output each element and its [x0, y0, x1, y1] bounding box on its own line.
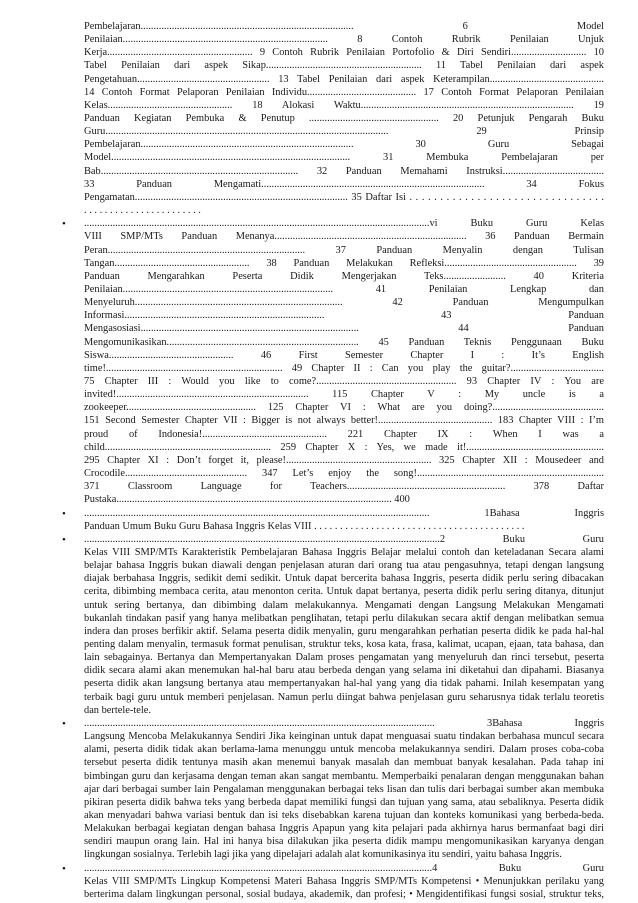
text-line: terbaik bagi guru untuk memberi penjelasan. Namun perlu diingat bahwa penjelasan guru seharusnya tidak terlalu teoretis: [84, 691, 604, 703]
text-line: didik secara alami akan menemukan hal-hal baru atau berbeda dengan yang selama ini diketahui dan dipahami. Biasanya: [84, 665, 604, 677]
text-line: Tangan.................................................... 38 Panduan Melakukan Refleksi................................................... 39: [84, 257, 604, 269]
text-line: 33 Panduan Mengamati...................................................................................... 34 Fokus: [84, 178, 604, 190]
text-line: Model............................................................................................ 31 Membuka Pembelajaran per: [84, 152, 604, 164]
text-line: diajak berbahasa Inggris, sedikit demi sedikit. Untuk dapat bercerita bahasa Inggris, peserta didik perlu sering dibacakan: [84, 573, 604, 585]
text-line: 14 Contoh Format Pelaporan Penilaian Individu.......................................... 17 Contoh Format Pelaporan Penilaian: [84, 86, 604, 98]
text-line: untuk sering bertanya, dan dibimbing dalam melakukannya. Mengamati dengan Langsung Melakukan Mengamati: [84, 599, 604, 611]
text-line: Mengomunikasikan.......................................................................... 45 Panduan Teknis Penggunaan Buku: [84, 336, 604, 348]
text-line: Kelas VIII SMP/MTs Karakteristik Pembelajaran Bahasa Inggris Belajar melalui contoh dan keteladanan Secara alami: [84, 546, 604, 558]
text-block: [84, 717, 604, 862]
text-line: Mengasosiasi.................................................................................... 44 Panduan: [84, 323, 604, 335]
text-line: Panduan Mengarahkan Peserta Didik Mengerjakan Teks........................ 40 Kriteria: [84, 270, 604, 282]
text-line: Penilaian............................................................................... 8 Contoh Rubrik Penilaian Unjuk: [84, 34, 604, 46]
bullet-icon: •: [62, 533, 66, 546]
text-line: Pengetahuan................................................... 13 Tabel Penilaian dari aspek Keterampilan............................................: [84, 73, 604, 85]
bullet-icon: •: [62, 717, 66, 730]
text-line: pikiran peserta didik bahwa teks yang berbeda dapat memiliki fungsi dan tujuan yang sama, atau sebaliknya. Peserta didik: [84, 796, 604, 808]
text-line: tersebut peserta didik tentunya masih akan menemui banyak masalah dan membuat banyak kesalahan. Pada tahap ini: [84, 757, 604, 769]
text-line: Crocodile............................................... 347 Let’s enjoy the song!........................................................................: [84, 467, 604, 479]
text-line: lain sebagainya. Bertanya dan Mempertanyakan Dalam proses pengamatan yang menyeluruh dan rinci tersebut, peserta: [84, 652, 604, 664]
text-line: Pembelajaran.................................................................................. 30 Guru Sebagai: [84, 139, 604, 151]
text-block: [84, 217, 604, 506]
text-line: Pembelajaran.................................................................................. 6 Model: [84, 21, 604, 32]
text-line: invited!.......................................................................... 115 Chapter V : My uncle is a: [84, 389, 604, 401]
text-line: penting dalam menyalin, termasuk format penulisan, struktur teks, kosa kata, frasa, kalimat, ucapan, ejaan, tata bahasa, dan: [84, 638, 604, 650]
text-line: bimbingan guru dan kerjasama dengan teman akan sangat membantu. Memperbaiki penalaran dengan menggunakan bahan: [84, 770, 604, 782]
text-block: [84, 507, 604, 533]
text-line: .....................................................................................................................................vi Buku Guru Kelas: [84, 218, 604, 230]
text-line: . . . . . . . . . . . . . . . . . . . . . . .: [84, 204, 201, 216]
text-line: Peran............................................................................ 37 Panduan Menyalin dengan Tulisan: [84, 244, 604, 256]
bullet-icon: •: [62, 862, 66, 875]
text-line: bukanlah tindakan pasif yang hanya melibatkan penglihatan, tetapi perlu dilakukan secara aktif dengan melibatkan semua: [84, 612, 604, 624]
text-line: 371 Classroom Language for Teachers............................................................. 378 Daftar: [84, 481, 604, 493]
text-line: Langsung Mencoba Melakukannya Sendiri Jika keinginan untuk dapat menguasai suatu tindakan berbahasa muncul secara: [84, 731, 604, 743]
text-line: belajar bahasa Inggris bukan diawali dengan penjelasan aturan dari orang tua atau pengasuhnya, tetapi dengan langsung: [84, 560, 604, 572]
text-line: ......................................................................................................................................4 Buku Guru: [84, 862, 604, 874]
text-line: lingkungan sosialnya. Terlebih lagi jika yang dipelajari adalah alat komunikasinya itu sendiri, yaitu bahasa Inggris.: [84, 849, 562, 861]
text-line: Informasi............................................................................. 43 Panduan: [84, 310, 604, 322]
text-line: Siswa................................................ 46 First Semester Chapter I : It’s English: [84, 349, 604, 361]
text-line: sendiri maupun orang lain. Hal ini hanya bisa dilakukan jika peserta didik mampu mengomunikasikan karyanya dengan: [84, 836, 604, 848]
text-line: Melakukan berbagai kegiatan dengan bahasa Inggris Apapun yang kita pelajari pada akhirnya harus bermanfaat bagi diri: [84, 823, 604, 835]
text-line: Bab............................................................................ 32 Panduan Memahami Instruksi.......................................: [84, 165, 604, 177]
text-line: Panduan Kegiatan Pembuka & Penutup .................................................. 20 Petunjuk Pengarah Buku: [84, 112, 604, 124]
text-line: indera dan proses berfikir aktif. Selama peserta didik menyalin, guru mengarahkan perhatian peserta didik ke pada hal-hal: [84, 625, 604, 637]
text-line: .........................................................................................................................................2 Buku Guru: [84, 533, 604, 545]
text-line: peserta didik akan langsung bertanya atau mempertanyakan hal-hal yang yang dia tidak pahami. Inilah kesempatan yang: [84, 678, 604, 690]
bullet-icon: •: [62, 507, 66, 520]
text-line: akan menyadari bahwa variasi bentuk dan isi teks disebabkan karena tujuan dan konteks komunikasi yang berbeda-beda.: [84, 809, 604, 821]
text-line: Menyeluruh................................................................................ 42 Panduan Mengumpulkan: [84, 297, 604, 309]
text-line: Pengamatan.................................................................................. 35 Daftar Isi . . . . . . . . . . . . . . . . . . . . . . . . . . . . . . . .: [84, 191, 604, 203]
text-line: alami, peserta didik tidak akan berlama-lama menunggu untuk mencoba melakukannya sendiri. Dalam proses coba-coba: [84, 744, 604, 756]
text-line: proud of Indonesia!................................................ 221 Chapter IX : When I was a: [84, 428, 604, 440]
text-line: Pustaka.......................................................................................................... 400: [84, 494, 410, 506]
text-line: cerita, dibimbing membaca cerita, atau menonton cerita. Untuk dapat bertanya, peserta didik perlu sering ditanya, ditunjut: [84, 586, 604, 598]
text-line: Panduan Umum Buku Guru Bahasa Inggris Kelas VIII . . . . . . . . . . . . . . . . . . . . . . . . . . . . . . . . . . . . . . . . .: [84, 520, 525, 532]
text-line: Kelas................................................ 18 Alokasi Waktu.................................................................................. 19: [84, 99, 604, 111]
text-line: child................................................................ 259 Chapter X : Yes, we made it!.....................................................: [84, 441, 604, 453]
text-line: 75 Chapter III : Would you like to come?...................................................... 93 Chapter IV : You are: [84, 375, 604, 387]
text-line: Guru............................................................................................................. 29 Prinsip: [84, 126, 604, 138]
text-block: [84, 533, 604, 717]
bullet-icon: •: [62, 218, 66, 231]
text-line: time!.................................................................... 49 Chapter II : Can you play the guitar?....................................: [84, 362, 604, 374]
text-line: ....................................................................................................................................... 3Bahasa Inggris: [84, 717, 604, 729]
text-line: ..................................................................................................................................... 1Bahasa Inggris: [84, 507, 604, 519]
text-line: VIII SMP/MTs Panduan Menanya.......................................................................... 36 Panduan Bermain: [84, 231, 604, 243]
text-line: Kerja........................................................ 9 Contoh Rubrik Penilaian Portofolio & Diri Sendiri............................. 10: [84, 47, 604, 59]
text-line: Penilaian................................................................................. 41 Penilaian Lengkap dan: [84, 283, 604, 295]
text-line: Kelas VIII SMP/MTs Lingkup Kompetensi Materi Bahasa Inggris SMP/MTs Kompetensi • Menunjukkan perilaku yang: [84, 875, 604, 887]
text-line: 295 Chapter XI : Don’t forget it, please!........................................................ 325 Chapter XII : Mousedeer and: [84, 454, 604, 466]
text-block: [84, 862, 604, 901]
text-line: zookeeper.................................................. 125 Chapter VI : What are you doing?...........................................: [84, 402, 604, 414]
text-line: Tabel Penilaian dari aspek Sikap............................................................ 11 Tabel Penilaian dari aspek: [84, 60, 604, 72]
text-line: berterima dalam lingkungan personal, sosial budaya, akademik, dan profesi; • Mengidentifikasi fungsi sosial, struktur teks,: [84, 888, 604, 900]
text-line: ajar dari berbagai sumber lain Pengalaman menggunakan berbagai teks lisan dan tulis dari berbagai sumber akan membuka: [84, 783, 604, 795]
text-line: dan bertele-tele.: [84, 704, 151, 716]
text-line: 151 Second Semester Chapter VII : Bigger is not always better!............................................ 183 Chapter VIII : I’m: [84, 415, 604, 427]
text-block: [84, 20, 604, 217]
